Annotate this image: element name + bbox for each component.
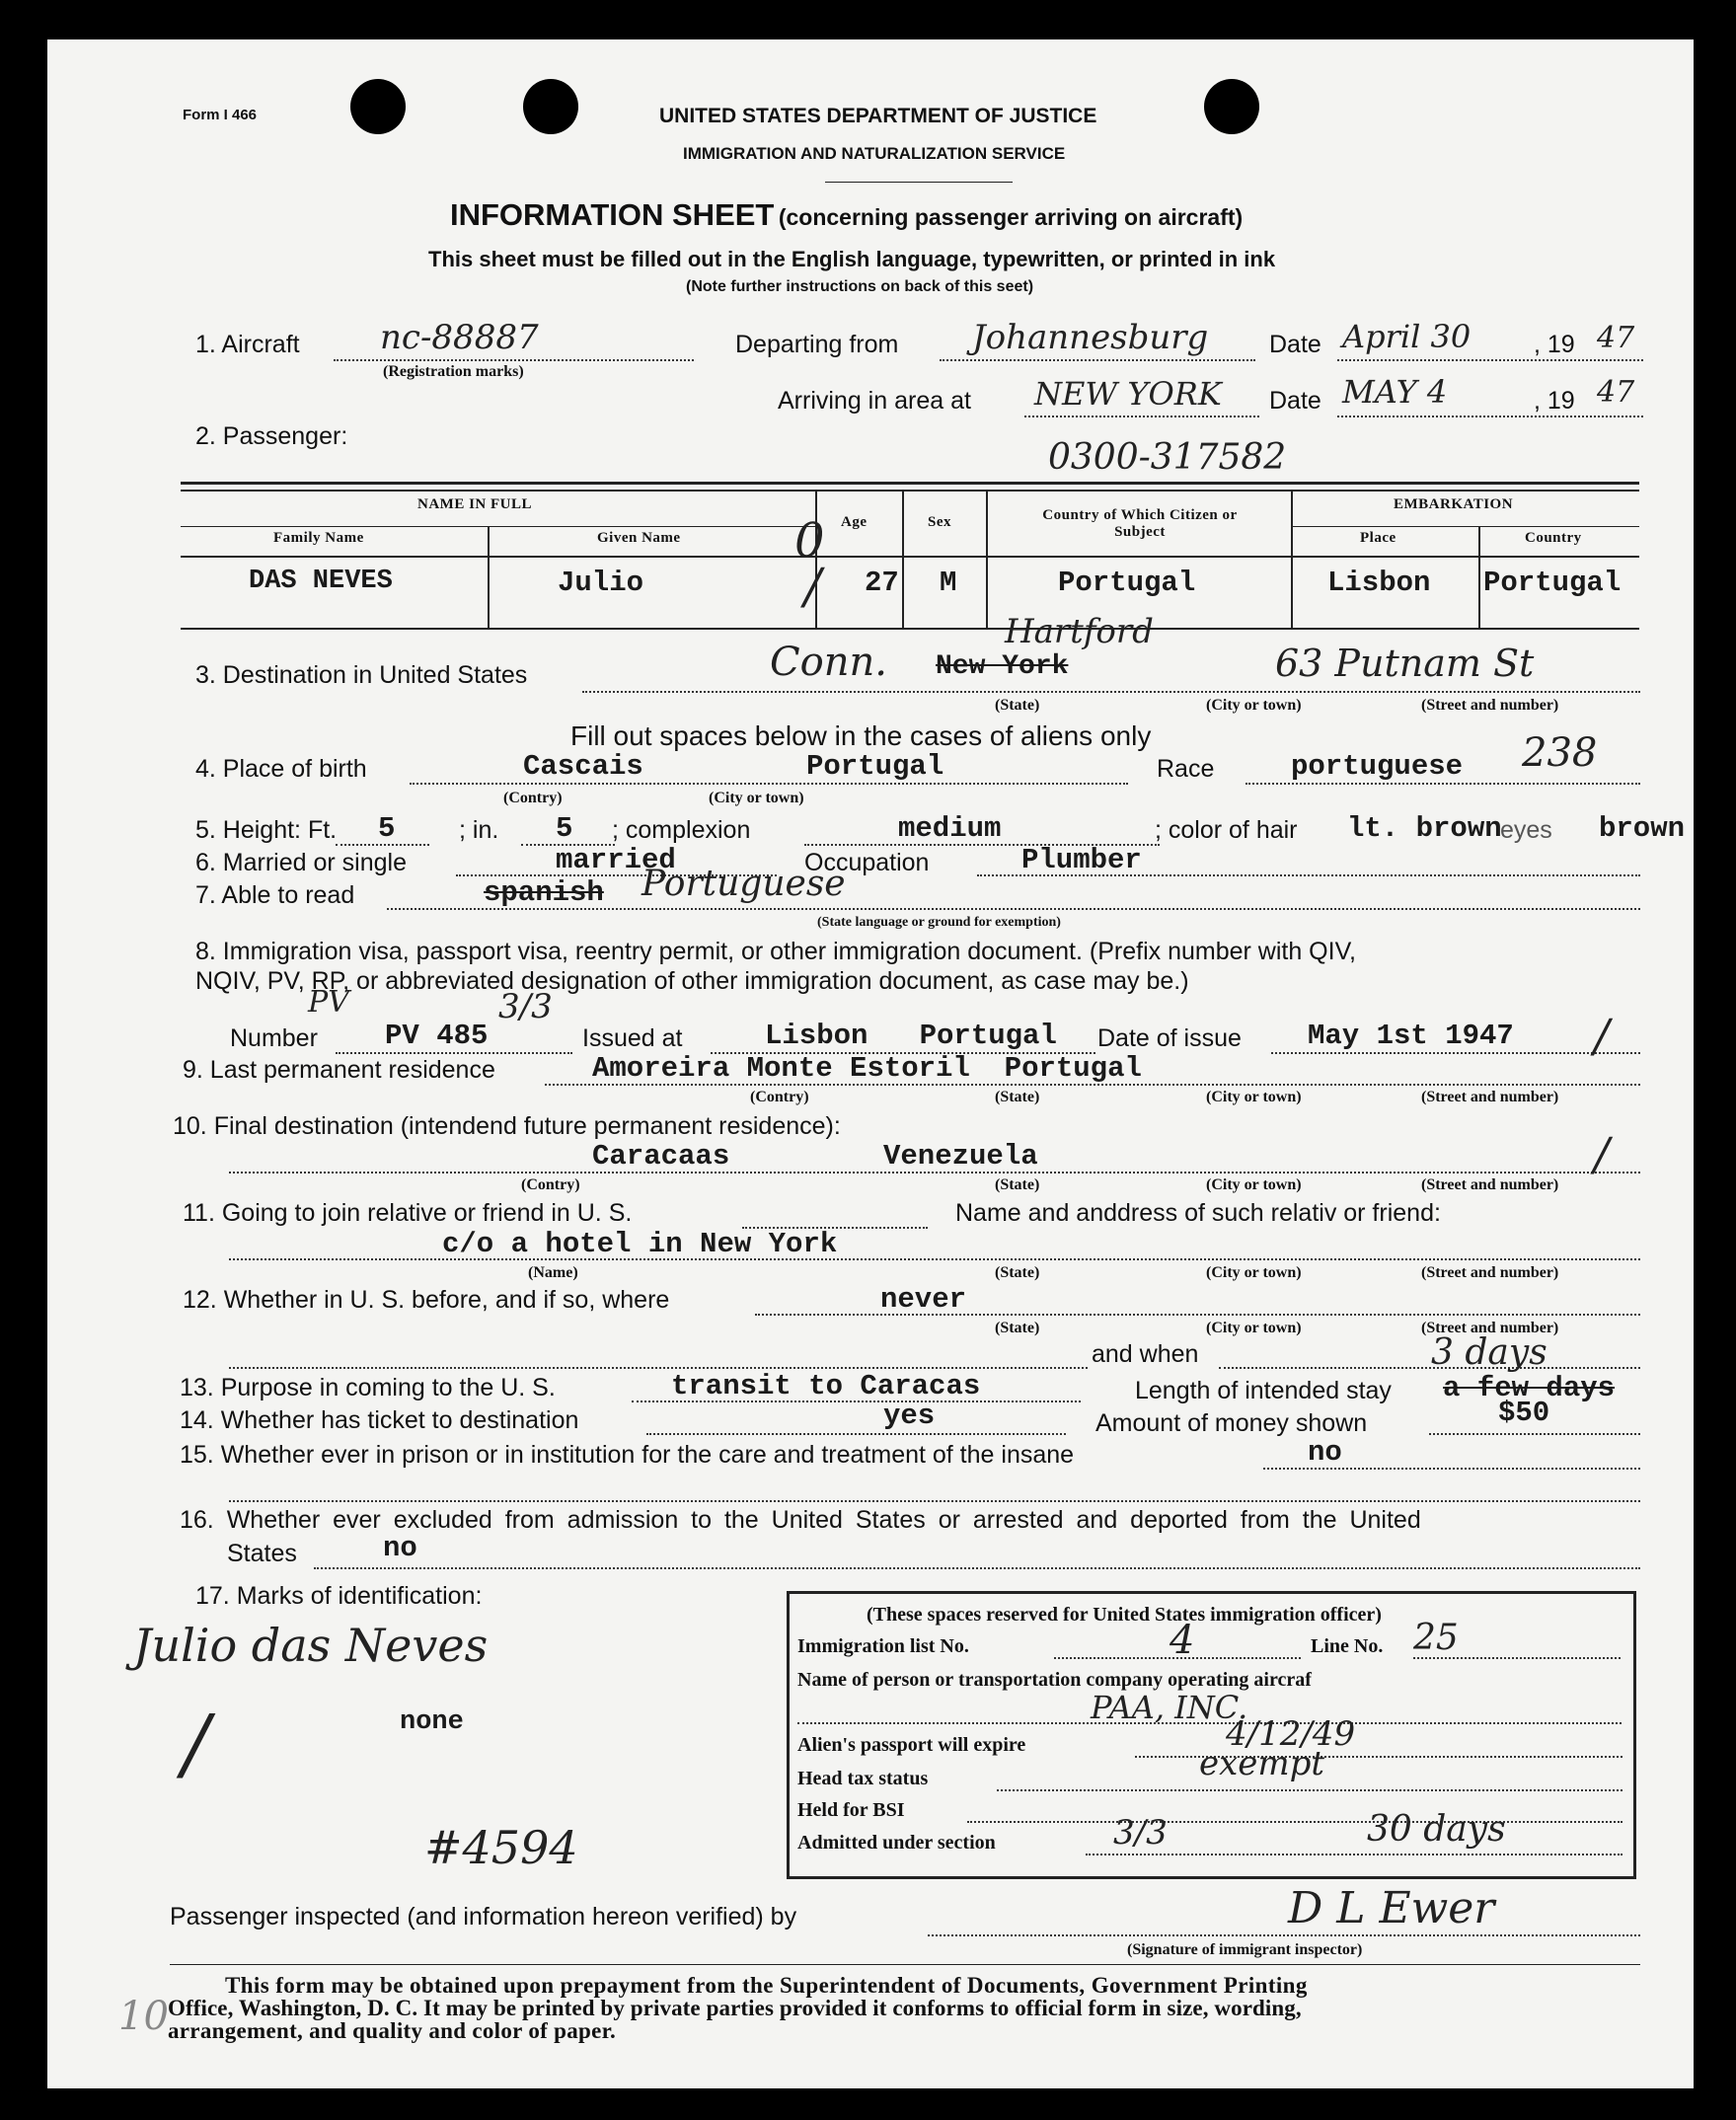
departing-line	[940, 359, 1255, 361]
officer-box-title: (These spaces reserved for United States immigration officer)	[867, 1604, 1382, 1626]
read-caption: (State language or ground for exemption)	[817, 915, 1061, 930]
relative-value-line	[229, 1258, 1640, 1260]
list-no-value: 4	[1170, 1618, 1195, 1663]
prison-value: no	[1308, 1436, 1342, 1469]
signature-x-mark: /	[183, 1698, 209, 1789]
when-line	[1219, 1367, 1640, 1369]
file-number: 0300-317582	[1048, 437, 1287, 478]
table-sub-rule	[181, 526, 815, 527]
depart-year-prefix: , 19	[1534, 331, 1575, 358]
aircraft-label: 1. Aircraft	[195, 331, 300, 358]
form-title	[450, 197, 1243, 233]
table-col-sep	[1291, 491, 1293, 628]
cap-state: (State)	[995, 1320, 1040, 1336]
complexion-label: ; complexion	[612, 816, 751, 844]
bsi-line	[967, 1821, 1623, 1823]
service-title: IMMIGRATION AND NATURALIZATION SERVICE	[683, 144, 1066, 163]
cap-country: (Contry)	[521, 1176, 580, 1193]
height-in: 5	[556, 812, 573, 845]
th-country-citizen: Country of Which Citizen or Subject	[1042, 507, 1238, 540]
hair-label: ; color of hair	[1155, 816, 1298, 844]
punch-hole	[1204, 79, 1259, 134]
note-text: (Note further instructions on back of this seet)	[686, 278, 1034, 295]
head-tax-value: exempt	[1199, 1744, 1325, 1783]
company-value: PAA, INC.	[1091, 1689, 1248, 1726]
ticket-label: 14. Whether has ticket to destination	[180, 1406, 579, 1434]
check-mark: /	[1594, 1127, 1610, 1180]
birth-city: Cascais	[523, 750, 643, 783]
line-no-label: Line No.	[1311, 1635, 1384, 1657]
cap-state: (State)	[995, 1089, 1040, 1105]
money-value: $50	[1498, 1397, 1550, 1429]
aircraft-value: nc-88887	[380, 318, 539, 357]
us-before-value: never	[880, 1283, 967, 1316]
married-value: married	[556, 844, 676, 876]
arrive-date-label: Date	[1269, 387, 1321, 415]
check-mark: 0	[794, 513, 825, 568]
inspected-label: Passenger inspected (and information hereon verified) by	[170, 1903, 797, 1931]
visa-number-hw: 3/3	[498, 987, 553, 1026]
section-value: 3/3	[1113, 1813, 1168, 1853]
arrive-year-prefix: , 19	[1534, 387, 1575, 415]
visa-number: PV 485	[385, 1020, 489, 1052]
arriving-label: Arriving in area at	[778, 387, 971, 415]
date-of-issue-line	[1271, 1052, 1640, 1054]
birth-label: 4. Place of birth	[195, 755, 367, 783]
depart-year: 47	[1597, 321, 1635, 355]
table-col-sep	[1478, 526, 1480, 628]
occupation-label: Occupation	[804, 849, 930, 876]
race-label: Race	[1157, 755, 1215, 783]
table-top-rule	[181, 482, 1639, 485]
table-col-sep	[488, 526, 490, 628]
table-sub-rule-emb	[1291, 526, 1639, 527]
stay-label: Length of intended stay	[1135, 1377, 1392, 1404]
excluded-label-2: States	[227, 1540, 297, 1567]
purpose-value: transit to Caracas	[671, 1370, 981, 1402]
race-code: 238	[1522, 730, 1598, 776]
cap-state: (State)	[995, 697, 1040, 714]
footer-line3: arrangement, and quality and color of paper.	[168, 2018, 617, 2043]
bsi-label: Held for BSI	[797, 1799, 905, 1821]
inspected-line	[928, 1934, 1640, 1936]
passenger-signature: Julio das Neves	[133, 1619, 489, 1672]
footer-line1: This form may be obtained upon prepayment from the Superintendent of Documents, Government Printing	[225, 1973, 1308, 1998]
marks-label: 17. Marks of identification:	[195, 1582, 483, 1610]
section-label: Admitted under section	[797, 1832, 996, 1854]
aircraft-line	[334, 359, 694, 361]
date-of-issue-value: May 1st 1947	[1308, 1020, 1514, 1052]
cap-state: (State)	[995, 1176, 1040, 1193]
depart-date-label: Date	[1269, 331, 1321, 358]
cap-country: (Contry)	[750, 1089, 809, 1105]
destination-city: Hartford	[1005, 612, 1154, 651]
table-header-rule	[181, 556, 1639, 558]
relative-name-label: Name and anddress of such relativ or friend:	[955, 1199, 1441, 1227]
section-days: 30 days	[1367, 1809, 1506, 1850]
cap-country: (Contry)	[503, 790, 563, 806]
cap-street: (Street and number)	[1421, 697, 1559, 714]
cap-street: (Street and number)	[1421, 1089, 1559, 1105]
th-age: Age	[841, 514, 868, 530]
visa-number-note: PV	[308, 985, 349, 1020]
married-label: 6. Married or single	[195, 849, 407, 876]
ticket-value: yes	[883, 1400, 936, 1432]
check-mark: /	[804, 558, 821, 615]
head-tax-line	[997, 1789, 1623, 1791]
section-line	[1086, 1854, 1623, 1855]
race-value: portuguese	[1291, 750, 1464, 783]
margin-note: 10	[118, 1994, 169, 2039]
visa-line2: NQIV, PV, RP, or abbreviated designation of other immigration document, as case may be.)	[195, 967, 1189, 995]
arrive-date-value: MAY 4	[1342, 373, 1448, 411]
stay-hw: 3 days	[1431, 1332, 1547, 1373]
head-tax-label: Head tax status	[797, 1768, 929, 1789]
height-label: 5. Height: Ft.	[195, 816, 338, 844]
cap-city: (City or town)	[1206, 1320, 1302, 1336]
cap-city: (City or town)	[1206, 1176, 1302, 1193]
header-rule	[825, 182, 1013, 183]
excluded-line	[314, 1567, 1640, 1569]
cap-name: (Name)	[528, 1264, 578, 1281]
passenger-label: 2. Passenger:	[195, 422, 348, 450]
depart-date-line	[1337, 359, 1643, 361]
cap-street: (Street and number)	[1421, 1320, 1559, 1336]
table-col-sep	[986, 491, 988, 628]
arriving-value: NEW YORK	[1034, 375, 1222, 413]
when-label: and when	[1092, 1340, 1199, 1368]
departing-value: Johannesburg	[972, 318, 1209, 357]
punch-hole	[350, 79, 406, 134]
marks-value: none	[400, 1707, 464, 1737]
excluded-label-1: 16. Whether ever excluded from admission to the United States or arrested and deported from the United	[180, 1506, 1421, 1534]
cap-city: (City or town)	[1206, 1089, 1302, 1105]
aliens-note: Fill out spaces below in the cases of aliens only	[570, 720, 1152, 751]
height-in-label: ; in.	[459, 816, 499, 844]
relative-value: c/o a hotel in New York	[442, 1228, 838, 1260]
ticket-line	[646, 1433, 1066, 1435]
instruction-text: This sheet must be filled out in the English language, typewritten, or printed in ink	[428, 247, 1276, 271]
issued-at-value: Lisbon Portugal	[765, 1020, 1057, 1052]
destination-line	[582, 691, 1640, 693]
visa-number-label: Number	[230, 1024, 318, 1052]
company-label: Name of person or transportation company operating aircraf	[797, 1669, 1312, 1691]
th-embarkation: EMBARKATION	[1394, 496, 1514, 512]
hair-value: lt. brown	[1347, 812, 1502, 845]
birth-line	[410, 783, 1128, 785]
us-before-label: 12. Whether in U. S. before, and if so, where	[183, 1286, 670, 1314]
cap-street: (Street and number)	[1421, 1264, 1559, 1281]
table-bottom-rule	[181, 628, 1639, 630]
read-value: Portuguese	[642, 864, 846, 904]
arrive-year: 47	[1597, 375, 1635, 410]
form-number: Form I 466	[183, 107, 258, 123]
th-sex: Sex	[928, 514, 951, 530]
cell-embark-place: Lisbon	[1327, 567, 1431, 599]
case-number: #4594	[424, 1821, 578, 1874]
date-of-issue-label: Date of issue	[1097, 1024, 1242, 1052]
footer-line2: Office, Washington, D. C. It may be printed by private parties provided it conforms to official form in size, wording,	[168, 1996, 1302, 2020]
depart-date-value: April 30	[1342, 318, 1472, 355]
cap-city: (City or town)	[709, 790, 804, 806]
residence-label: 9. Last permanent residence	[183, 1056, 495, 1084]
cap-city: (City or town)	[1206, 697, 1302, 714]
visa-number-line	[336, 1052, 572, 1054]
read-struck: spanish	[484, 876, 604, 909]
officer-box	[787, 1591, 1636, 1879]
list-no-label: Immigration list No.	[797, 1635, 969, 1657]
th-name-in-full: NAME IN FULL	[417, 496, 533, 512]
occupation-value: Plumber	[1021, 844, 1142, 876]
money-line	[1429, 1433, 1640, 1435]
race-line	[1245, 783, 1640, 785]
cell-sex: M	[940, 567, 957, 599]
form-title-main: INFORMATION SHEET	[450, 197, 775, 232]
prison-line-2	[229, 1500, 1640, 1502]
table-top-rule-2	[181, 490, 1639, 492]
department-title: UNITED STATES DEPARTMENT OF JUSTICE	[659, 105, 1097, 127]
passport-expire-value: 4/12/49	[1226, 1714, 1356, 1754]
arriving-line	[1024, 416, 1259, 417]
th-family-name: Family Name	[273, 530, 364, 546]
passport-expire-label: Alien's passport will expire	[797, 1734, 1026, 1756]
final-destination-country: Venezuela	[883, 1140, 1038, 1173]
visa-line1: 8. Immigration visa, passport visa, reentry permit, or other immigration document. (Prefix number with QIV,	[195, 938, 1356, 965]
final-destination-city: Caracaas	[592, 1140, 730, 1173]
cap-street: (Street and number)	[1421, 1176, 1559, 1193]
check-mark: /	[1594, 1009, 1610, 1062]
cap-city: (City or town)	[1206, 1264, 1302, 1281]
destination-state-struck: New York	[936, 651, 1069, 682]
table-col-sep	[902, 491, 904, 628]
final-destination-label: 10. Final destination (intendend future permanent residence):	[173, 1112, 841, 1140]
cell-embark-country: Portugal	[1483, 567, 1622, 599]
punch-hole	[523, 79, 578, 134]
stay-struck: a few days	[1443, 1372, 1616, 1404]
cell-family-name: DAS NEVES	[249, 567, 393, 596]
th-place: Place	[1360, 530, 1396, 546]
money-label: Amount of money shown	[1095, 1409, 1368, 1437]
eyes-label: eyes	[1500, 816, 1552, 844]
purpose-label: 13. Purpose in coming to the U. S.	[180, 1374, 556, 1401]
th-given-name: Given Name	[597, 530, 681, 546]
th-country: Country	[1525, 530, 1582, 546]
read-label: 7. Able to read	[195, 881, 355, 909]
footer-rule	[170, 1964, 1640, 1965]
registration-caption: (Registration marks)	[383, 363, 524, 380]
inspector-signature: D L Ewer	[1288, 1883, 1495, 1933]
prison-label: 15. Whether ever in prison or in institution for the care and treatment of the insane	[180, 1441, 1075, 1469]
birth-country: Portugal	[806, 750, 944, 783]
cap-state: (State)	[995, 1264, 1040, 1281]
eyes-value: brown	[1599, 812, 1686, 845]
residence-value: Amoreira Monte Estoril Portugal	[592, 1052, 1142, 1085]
complexion-value: medium	[898, 812, 1002, 845]
inspector-caption: (Signature of immigrant inspector)	[1127, 1941, 1363, 1958]
height-ft: 5	[378, 812, 396, 845]
cell-citizen: Portugal	[1058, 567, 1196, 599]
destination-state: Conn.	[770, 640, 887, 685]
destination-label: 3. Destination in United States	[195, 661, 528, 689]
arrive-date-line	[1337, 416, 1643, 417]
us-before-when-pre-line	[229, 1367, 1088, 1369]
issued-at-label: Issued at	[582, 1024, 683, 1052]
cell-age: 27	[865, 567, 899, 599]
cell-given-name: Julio	[558, 567, 644, 599]
join-relative-label: 11. Going to join relative or friend in U. S.	[183, 1199, 633, 1227]
form-title-paren: (concerning passenger arriving on aircraft)	[778, 204, 1244, 230]
departing-label: Departing from	[735, 331, 899, 358]
destination-street: 63 Putnam St	[1275, 642, 1535, 685]
line-no-value: 25	[1413, 1618, 1459, 1658]
excluded-value: no	[383, 1532, 417, 1564]
